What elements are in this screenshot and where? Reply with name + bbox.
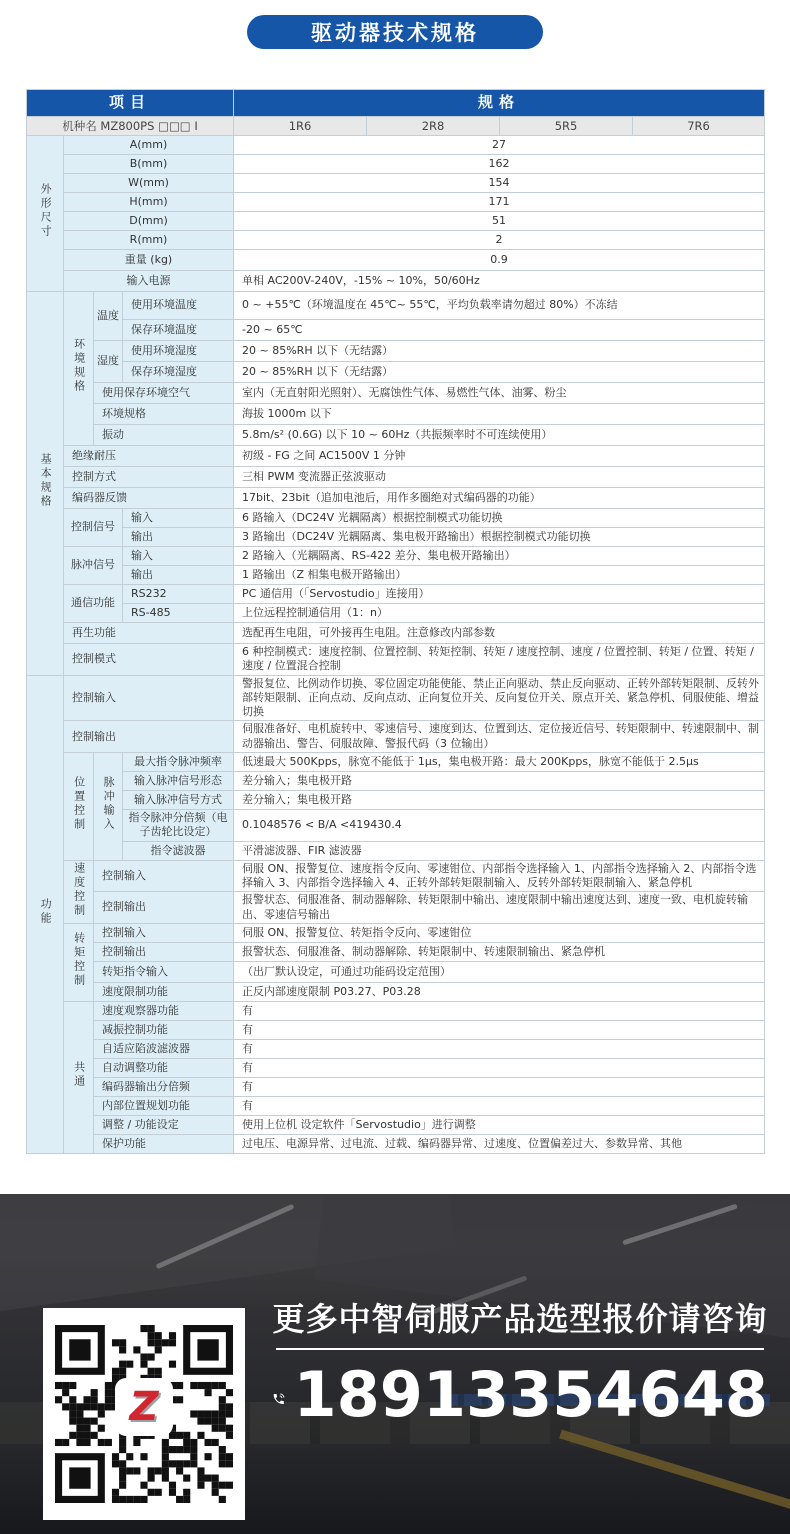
table-row — [27, 1115, 765, 1134]
table-row — [27, 547, 765, 566]
spec-value: 171 — [234, 193, 765, 212]
spec-label: 再生功能 — [64, 623, 234, 644]
spec-label: 输入脉冲信号方式 — [123, 791, 234, 810]
spec-label: 调整 / 功能设定 — [94, 1115, 234, 1134]
qr-code — [43, 1308, 245, 1520]
spec-value: 5.8m/s² (0.6G) 以下 10 ~ 60Hz（共振频率时不可连续使用） — [234, 425, 765, 446]
table-row — [27, 404, 765, 425]
category-humidity: 湿度 — [94, 341, 123, 383]
table-row — [27, 961, 765, 982]
spec-label: 编码器反馈 — [64, 488, 234, 509]
spec-value: 海拔 1000m 以下 — [234, 404, 765, 425]
spec-label: 控制模式 — [64, 644, 234, 676]
spec-label: 自动调整功能 — [94, 1058, 234, 1077]
category-position-control: 位置控制 — [64, 753, 94, 861]
spec-value: 伺服 ON、报警复位、速度指令反向、零速钳位、内部指令选择输入 1、内部指令选择输入 2、内部指令选择输入 3、内部指令选择输入 4、正转外部转矩限制输入、反转外部转矩限制输入、紧急停机 — [234, 860, 765, 892]
table-row — [27, 772, 765, 791]
table-row — [27, 212, 765, 231]
table-row — [27, 446, 765, 467]
table-row — [27, 1001, 765, 1020]
spec-label: 输出 — [123, 566, 234, 585]
spec-label: 输入脉冲信号形态 — [123, 772, 234, 791]
table-row — [27, 528, 765, 547]
spec-value: 有 — [234, 1058, 765, 1077]
table-row — [27, 892, 765, 924]
spec-label: 环境规格 — [94, 404, 234, 425]
spec-label: 输入 — [123, 547, 234, 566]
spec-label: 使用保存环境空气 — [94, 383, 234, 404]
spec-value: 报警状态、伺服准备、制动器解除、转矩限制中、转速限制输出、紧急停机 — [234, 942, 765, 961]
spec-label: 自适应陷波滤波器 — [94, 1039, 234, 1058]
spec-value: 三相 PWM 变流器正弦波驱动 — [234, 467, 765, 488]
factory-photo — [0, 1194, 790, 1534]
spec-value: 有 — [234, 1001, 765, 1020]
table-row — [27, 675, 765, 721]
column-header-item: 项目 — [27, 90, 234, 117]
category-environment: 环境规格 — [64, 292, 94, 446]
spec-value: 差分输入；集电极开路 — [234, 791, 765, 810]
table-row — [27, 174, 765, 193]
spec-label: 输出 — [123, 528, 234, 547]
spec-label: 减振控制功能 — [94, 1020, 234, 1039]
column-header-spec: 规格 — [234, 90, 765, 117]
spec-value: 20 ~ 85%RH 以下（无结露） — [234, 341, 765, 362]
spec-table — [26, 89, 765, 1154]
category-pulse-signal: 脉冲信号 — [64, 547, 123, 585]
phone-number: 18913354648 — [293, 1357, 768, 1431]
spec-label: W(mm) — [64, 174, 234, 193]
spec-label: 保存环境湿度 — [123, 362, 234, 383]
category-control-signal: 控制信号 — [64, 509, 123, 547]
spec-label: 指令滤波器 — [123, 841, 234, 860]
spec-label: 使用环境湿度 — [123, 341, 234, 362]
spec-label: 振动 — [94, 425, 234, 446]
spec-value: 平滑滤波器、FIR 滤波器 — [234, 841, 765, 860]
spec-value: PC 通信用（「Servostudio」连接用） — [234, 585, 765, 604]
table-row — [27, 585, 765, 604]
spec-label: 指令脉冲分倍频（电子齿轮比设定） — [123, 810, 234, 842]
category-pulse-input: 脉冲输入 — [94, 753, 123, 861]
spec-label: 保护功能 — [94, 1134, 234, 1153]
table-row — [27, 467, 765, 488]
table-row — [27, 136, 765, 155]
table-row — [27, 193, 765, 212]
spec-label: A(mm) — [64, 136, 234, 155]
table-row — [27, 604, 765, 623]
qr-logo — [117, 1380, 171, 1434]
spec-label: 控制方式 — [64, 467, 234, 488]
table-row — [27, 292, 765, 320]
table-row — [27, 566, 765, 585]
table-row — [27, 341, 765, 362]
spec-label: 转矩指令输入 — [94, 961, 234, 982]
spec-value: 单相 AC200V-240V，-15% ~ 10%，50/60Hz — [234, 271, 765, 292]
spec-value: 20 ~ 85%RH 以下（无结露） — [234, 362, 765, 383]
spec-value: 17bit、23bit（追加电池后，用作多圈绝对式编码器的功能） — [234, 488, 765, 509]
table-row — [27, 250, 765, 271]
phone-icon — [272, 1376, 285, 1422]
spec-label: 使用环境温度 — [123, 292, 234, 320]
spec-label: 速度观察器功能 — [94, 1001, 234, 1020]
spec-value: 0.9 — [234, 250, 765, 271]
table-row — [27, 721, 765, 753]
spec-value: 有 — [234, 1077, 765, 1096]
category-communication: 通信功能 — [64, 585, 123, 623]
qr-logo-letter: Z — [129, 1383, 159, 1430]
page-title: 驱动器技术规格 — [247, 15, 543, 49]
spec-value: 有 — [234, 1039, 765, 1058]
model-7r6: 7R6 — [633, 117, 765, 136]
table-row — [27, 425, 765, 446]
model-5r5: 5R5 — [500, 117, 633, 136]
spec-value: 0.1048576 < B/A <419430.4 — [234, 810, 765, 842]
category-dimensions: 外形尺寸 — [27, 136, 64, 292]
model-1r6: 1R6 — [234, 117, 367, 136]
spec-label: 输入 — [123, 509, 234, 528]
category-temperature: 温度 — [94, 292, 123, 341]
table-row — [27, 923, 765, 942]
model-name-label: 机种名 MZ800PS □□□ I — [27, 117, 234, 136]
spec-label: 控制输入 — [94, 923, 234, 942]
spec-value: 51 — [234, 212, 765, 231]
table-row — [27, 271, 765, 292]
spec-value: 使用上位机 设定软件「Servostudio」进行调整 — [234, 1115, 765, 1134]
table-row — [27, 1134, 765, 1153]
spec-value: 室内（无直射阳光照射）、无腐蚀性气体、易燃性气体、油雾、粉尘 — [234, 383, 765, 404]
spec-label: 内部位置规划功能 — [94, 1096, 234, 1115]
spec-value: 2 — [234, 231, 765, 250]
table-row — [27, 841, 765, 860]
model-2r8: 2R8 — [367, 117, 500, 136]
table-row — [27, 1039, 765, 1058]
table-row — [27, 644, 765, 676]
table-row — [27, 509, 765, 528]
spec-label: 控制输出 — [94, 892, 234, 924]
contact-headline: 更多中智伺服产品选型报价请咨询 — [272, 1299, 768, 1338]
spec-label: 最大指令脉冲频率 — [123, 753, 234, 772]
table-row — [27, 1096, 765, 1115]
category-common: 共通 — [64, 1001, 94, 1153]
spec-value: 正反内部速度限制 P03.27、P03.28 — [234, 982, 765, 1001]
spec-label: 输入电源 — [64, 271, 234, 292]
spec-value: 报警状态、伺服准备、制动器解除、转矩限制中输出、速度限制中输出速度达到、速度一致、电机旋转输出、零速信号输出 — [234, 892, 765, 924]
spec-label: 控制输入 — [94, 860, 234, 892]
table-row — [27, 383, 765, 404]
table-row — [27, 942, 765, 961]
table-row — [27, 231, 765, 250]
table-row — [27, 488, 765, 509]
spec-value: 154 — [234, 174, 765, 193]
table-row — [27, 1020, 765, 1039]
spec-value: 6 路输入（DC24V 光耦隔离）根据控制模式功能切换 — [234, 509, 765, 528]
spec-value: 有 — [234, 1020, 765, 1039]
category-speed-control: 速度控制 — [64, 860, 94, 923]
table-row — [27, 860, 765, 892]
spec-value: 1 路输出（Z 相集电极开路输出） — [234, 566, 765, 585]
spec-label: 绝缘耐压 — [64, 446, 234, 467]
spec-value: 有 — [234, 1096, 765, 1115]
spec-value: 初级 - FG 之间 AC1500V 1 分钟 — [234, 446, 765, 467]
table-row — [27, 810, 765, 842]
table-row — [27, 982, 765, 1001]
spec-label: 控制输入 — [64, 675, 234, 721]
spec-value: 差分输入；集电极开路 — [234, 772, 765, 791]
spec-value: 6 种控制模式：速度控制、位置控制、转矩控制、转矩 / 速度控制、速度 / 位置控制、转矩 / 位置、转矩 / 速度 / 位置混合控制 — [234, 644, 765, 676]
spec-value: 0 ~ +55℃（环境温度在 45℃~ 55℃，平均负载率请勿超过 80%）不冻结 — [234, 292, 765, 320]
table-row — [27, 155, 765, 174]
spec-value: -20 ~ 65℃ — [234, 320, 765, 341]
spec-label: B(mm) — [64, 155, 234, 174]
spec-value: 2 路输入（光耦隔离、RS-422 差分、集电极开路输出） — [234, 547, 765, 566]
spec-label: D(mm) — [64, 212, 234, 231]
spec-label: R(mm) — [64, 231, 234, 250]
category-basic-specs: 基本规格 — [27, 292, 64, 676]
category-torque-control: 转矩控制 — [64, 923, 94, 1001]
table-row — [27, 1077, 765, 1096]
spec-value: 低速最大 500Kpps，脉宽不能低于 1μs，集电极开路：最大 200Kpps，脉宽不能低于 2.5μs — [234, 753, 765, 772]
spec-label: H(mm) — [64, 193, 234, 212]
spec-value: 选配再生电阻，可外接再生电阻。注意修改内部参数 — [234, 623, 765, 644]
table-row — [27, 791, 765, 810]
spec-label: 控制输出 — [64, 721, 234, 753]
divider-line — [276, 1348, 764, 1350]
spec-value: 警报复位、比例动作切换、零位固定功能使能、禁止正向驱动、禁止反向驱动、正转外部转矩限制、反转外部转矩限制、正向点动、反向点动、正向复位开关、反向复位开关、原点开关、紧急停机、伺服使能、增益切换 — [234, 675, 765, 721]
table-row — [27, 753, 765, 772]
spec-label: 保存环境温度 — [123, 320, 234, 341]
table-row — [27, 320, 765, 341]
spec-label: RS-485 — [123, 604, 234, 623]
spec-label: 速度限制功能 — [94, 982, 234, 1001]
table-header-row — [27, 90, 765, 117]
model-row — [27, 117, 765, 136]
spec-value: 162 — [234, 155, 765, 174]
spec-value: 伺服 ON、报警复位、转矩指令反向、零速钳位 — [234, 923, 765, 942]
table-row — [27, 1058, 765, 1077]
table-row — [27, 623, 765, 644]
spec-label: 控制输出 — [94, 942, 234, 961]
spec-value: 3 路输出（DC24V 光耦隔离、集电极开路输出）根据控制模式功能切换 — [234, 528, 765, 547]
table-row — [27, 362, 765, 383]
spec-label: 重量 (kg) — [64, 250, 234, 271]
spec-value: 上位远程控制通信用（1：n） — [234, 604, 765, 623]
category-functions: 功能 — [27, 675, 64, 1153]
spec-label: 编码器输出分倍频 — [94, 1077, 234, 1096]
phone-contact — [272, 1358, 768, 1431]
spec-label: RS232 — [123, 585, 234, 604]
spec-value: 伺服准备好、电机旋转中、零速信号、速度到达、位置到达、定位接近信号、转矩限制中、转速限制中、制动器输出、警告、伺服故障、警报代码（3 位输出） — [234, 721, 765, 753]
spec-value: 27 — [234, 136, 765, 155]
spec-value: 过电压、电源异常、过电流、过载、编码器异常、过速度、位置偏差过大、参数异常、其他 — [234, 1134, 765, 1153]
spec-value: （出厂默认设定，可通过功能码设定范围） — [234, 961, 765, 982]
